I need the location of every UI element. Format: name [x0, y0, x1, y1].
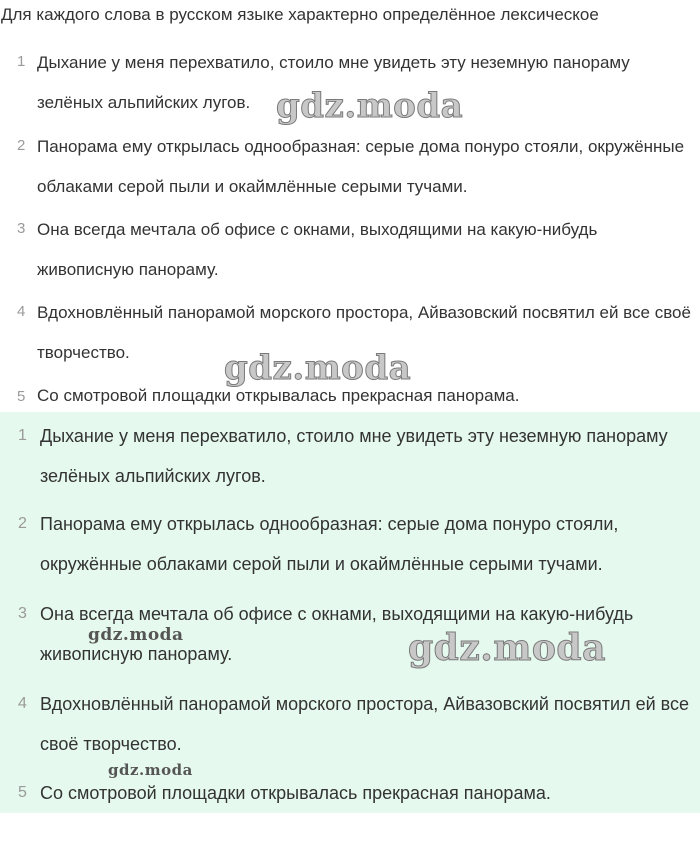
item-number: 2	[17, 137, 26, 154]
watermark: gdz.moda	[276, 86, 464, 126]
item-text: Дыхание у меня перехватило, стоило мне увидеть эту неземную панораму зелёных альпийских лугов.	[37, 53, 630, 112]
watermark: gdz.moda	[88, 625, 184, 645]
item-text: Со смотровой площадки открывалась прекрасная панорама.	[40, 783, 551, 803]
watermark: gdz.moda	[408, 627, 606, 669]
item-number: 3	[18, 605, 27, 622]
item-text: Панорама ему открылась однообразная: серые дома понуро стояли, окружённые облаками серой пыли и окаймлённые серыми тучами.	[37, 137, 685, 196]
item-number: 3	[17, 220, 26, 237]
watermark: gdz.moda	[108, 761, 193, 779]
answer-block	[0, 412, 700, 813]
item-number: 1	[17, 53, 26, 70]
item-text: Вдохновлённый панорамой морского простора, Айвазовский посвятил ей все своё творчество.	[40, 694, 690, 754]
item-text: Дыхание у меня перехватило, стоило мне увидеть эту неземную панораму зелёных альпийских лугов.	[40, 426, 668, 486]
item-text: Со смотровой площадки открывалась прекрасная панорама.	[37, 386, 520, 405]
item-number: 2	[18, 515, 27, 532]
item-number: 4	[17, 303, 26, 320]
item-number: 4	[18, 695, 27, 712]
item-number: 1	[18, 427, 27, 444]
answer-list	[0, 412, 700, 813]
item-number: 5	[17, 388, 26, 405]
item-text: Вдохновлённый панорамой морского простора, Айвазовский посвятил ей все своё творчество.	[37, 303, 691, 362]
item-text: Она всегда мечтала об офисе с окнами, выходящими на какую-нибудь живописную панораму.	[40, 604, 634, 664]
intro-text: Для каждого слова в русском языке характерно определённое лексическое	[1, 5, 599, 24]
item-text: Панорама ему открылась однообразная: серые дома понуро стояли, окружённые облаками серой пыли и окаймлённые серыми тучами.	[40, 514, 619, 574]
item-number: 5	[18, 784, 27, 801]
item-text: Она всегда мечтала об офисе с окнами, выходящими на какую-нибудь живописную панораму.	[37, 220, 598, 279]
watermark: gdz.moda	[224, 348, 412, 388]
sentence-list	[0, 0, 700, 410]
